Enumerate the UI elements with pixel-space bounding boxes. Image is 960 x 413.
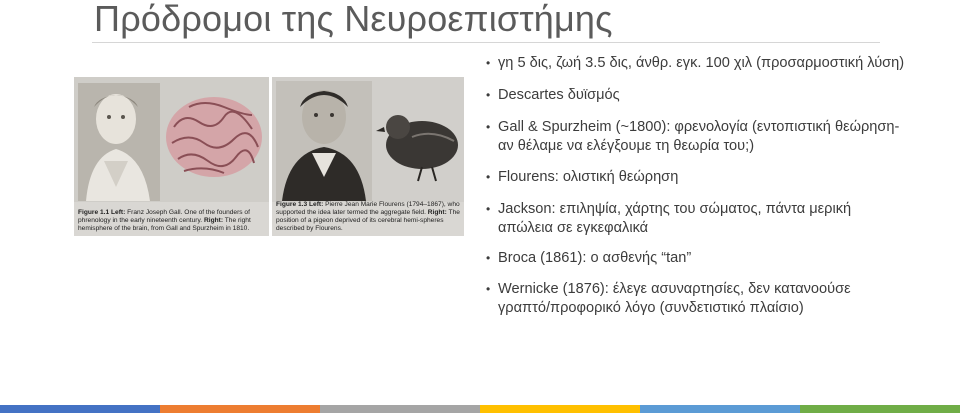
bullet-item: • Broca (1861): ο ασθενής “tan” — [486, 249, 906, 268]
caption-right-title: Right: — [204, 217, 224, 224]
footer-color-segment — [640, 405, 800, 413]
footer-color-segment — [160, 405, 320, 413]
caption-right-text: The right hemisphere of the brain, from Gall and Spurzheim in 1810. — [78, 217, 251, 232]
footer-color-segment — [480, 405, 640, 413]
slide-title: Πρόδρομοι της Νευροεπιστήμης — [94, 0, 613, 39]
caption-left-text: Franz Joseph Gall. One of the founders of phrenology in the early nineteenth century. — [78, 209, 250, 224]
bullet-item: • Gall & Spurzheim (~1800): φρενολογία (εντοπιστική θεώρηση- αν θέλαμε να ελέγξουμε τη θεωρία του;) — [486, 118, 906, 156]
caption-left-title: Left: — [111, 209, 126, 216]
caption-right-text: The position of a pigeon deprived of its cerebral hemi-spheres described by Flourens. — [276, 209, 460, 232]
bullet-list — [486, 54, 906, 331]
footer-color-segment — [800, 405, 960, 413]
figure-label: Figure 1.1 — [78, 209, 110, 216]
bullet-item: • Wernicke (1876): έλεγε ασυναρτησίες, δεν κατανοούσε γραπτό/προφορικό λόγο (συνδετιστικό πλαίσιο) — [486, 280, 906, 318]
figure-caption — [276, 201, 460, 233]
figure-gall — [74, 77, 269, 236]
caption-left-text: Pierre Jean Marie Flourens (1794–1867), who supported the idea later termed the aggregate field. — [276, 201, 460, 216]
bullet-item: • Flourens: ολιστική θεώρηση — [486, 168, 906, 187]
caption-left-title: Left: — [309, 201, 324, 208]
gall-portrait-and-brain-image — [74, 77, 269, 202]
figure-flourens — [272, 77, 464, 236]
flourens-portrait-and-pigeon-image — [272, 77, 464, 202]
bullet-item: • Descartes δυϊσμός — [486, 86, 906, 105]
footer-color-segment — [320, 405, 480, 413]
title-divider — [92, 42, 880, 43]
footer-color-segment — [0, 405, 160, 413]
bullet-item: • Jackson: επιληψία, χάρτης του σώματος, πάντα μερική απώλεια σε εγκεφαλικά — [486, 200, 906, 238]
figure-label: Figure 1.3 — [276, 201, 308, 208]
footer-color-bar — [0, 405, 960, 413]
caption-right-title: Right: — [427, 209, 447, 216]
bullet-item: • γη 5 δις, ζωή 3.5 δις, άνθρ. εγκ. 100 χιλ (προσαρμοστική λύση) — [486, 54, 906, 73]
figure-caption — [78, 209, 265, 233]
